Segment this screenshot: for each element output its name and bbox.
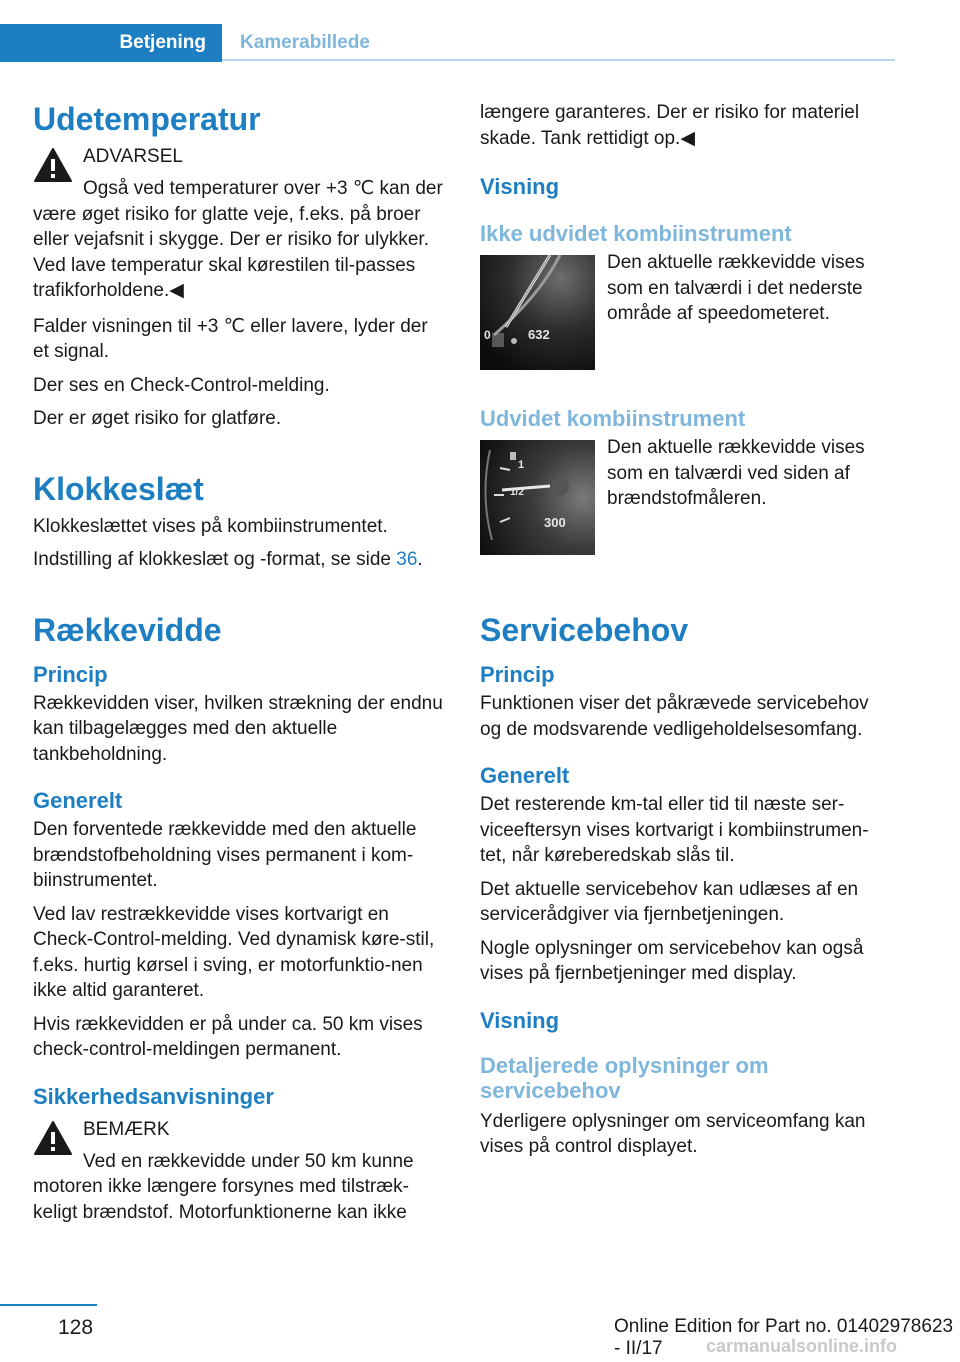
- paragraph-with-link: Indstilling af klokkeslæt og -format, se side 36.: [33, 549, 423, 570]
- subheading-udvidet: Udvidet kombiinstrument: [480, 406, 746, 431]
- warning-text: Ved en rækkevidde under 50 km kunne motoren ikke længere forsynes med tilstræk‐keligt brændstof. Motorfunktionerne kan ikke: [33, 1150, 414, 1223]
- paragraph: Det aktuelle servicebehov kan udlæses af en servicerådgiver via fjernbetjeningen.: [480, 878, 859, 925]
- subheading-princip: Princip: [480, 662, 555, 687]
- range-value-label: 632: [528, 327, 550, 342]
- header-tabs: [0, 24, 895, 62]
- subheading-generelt: Generelt: [480, 763, 570, 788]
- paragraph: Falder visningen til +3 ℃ eller lavere, lyder der et signal.: [33, 315, 428, 362]
- subheading-generelt: Generelt: [33, 788, 123, 813]
- subheading-princip: Princip: [33, 661, 108, 687]
- paragraph: Nogle oplysninger om servicebehov kan også vises på fjernbetjeninger med display.: [480, 937, 864, 984]
- paragraph-continued: længere garanteres. Der er risiko for materiel skade. Tank rettidigt op.◀: [480, 102, 860, 149]
- footer-rule: [0, 1304, 97, 1306]
- warning-label: BEMÆRK: [83, 1118, 170, 1140]
- paragraph: Yderligere oplysninger om serviceomfang kan vises på control displayet.: [480, 1110, 866, 1157]
- paragraph: Det resterende km-tal eller tid til næste ser‐viceeftersyn vises kortvarigt i kombiinstrumen‐tet, når køreberedskab slås til.: [480, 794, 869, 866]
- warning-triangle-icon: [33, 1120, 73, 1156]
- right-column: [480, 100, 893, 1168]
- page-link[interactable]: 36: [396, 549, 418, 570]
- left-column: [33, 100, 446, 1235]
- tab-kamerabillede[interactable]: Kamerabillede: [240, 32, 370, 53]
- fuel-gauge-image: [480, 440, 595, 555]
- paragraph: Ved lav restrækkevidde vises kortvarigt en Check-Control-melding. Ved dynamisk køre‐stil, f.eks. hurtig kørsel i sving, er motorfunktio‐nen ikke altid garanteret.: [33, 903, 435, 1001]
- figure-caption: Den aktuelle rækkevidde vises som en talværdi i det nederste område af speedometeret.: [607, 252, 865, 324]
- subheading-detaljerede: Detaljerede oplysninger om servicebehov: [480, 1052, 769, 1103]
- heading-raekkevidde: Rækkevidde: [33, 611, 222, 648]
- subheading-ikke-udvidet: Ikke udvidet kombiinstrument: [480, 221, 792, 246]
- warning-block-bemaerk: [33, 1117, 446, 1226]
- paragraph: Den forventede rækkevidde med den aktuelle brændstofbeholdning vises permanent i kom‐biinstrumentet.: [33, 819, 417, 891]
- figure-caption: Den aktuelle rækkevidde vises som en talværdi ved siden af brændstofmåleren.: [607, 437, 865, 509]
- heading-servicebehov: Servicebehov: [480, 612, 689, 648]
- warning-block-advarsel: [33, 144, 446, 304]
- warning-text: Også ved temperaturer over +3 ℃ kan der være øget risiko for glatte veje, f.eks. på broer eller vejafsnit i skygge. Der er risiko for ulykker. Ved lave temperatur skal kørestilen til‐passes trafikforholdene.◀: [33, 178, 443, 301]
- warning-label: ADVARSEL: [83, 146, 183, 167]
- subheading-visning: Visning: [480, 1007, 560, 1033]
- heading-udetemperatur: Udetemperatur: [33, 101, 261, 137]
- figure-block-standard: [480, 250, 893, 370]
- watermark: carmanualsonline.info: [706, 1336, 898, 1356]
- fuel-half-label: 1/2: [510, 487, 524, 498]
- range-value-label: 300: [544, 515, 566, 530]
- paragraph: Der er øget risiko for glatføre.: [33, 408, 282, 429]
- paragraph: Der ses en Check-Control-melding.: [33, 374, 330, 396]
- speedometer-image: [480, 255, 595, 370]
- paragraph: Klokkeslættet vises på kombiinstrumentet.: [33, 515, 388, 537]
- page-number: 128: [58, 1316, 94, 1339]
- tab-betjening[interactable]: Betjening: [0, 24, 222, 62]
- heading-klokkeslaet: Klokkeslæt: [33, 470, 204, 507]
- paragraph: Hvis rækkevidden er på under ca. 50 km vises check-control-meldingen permanent.: [33, 1013, 423, 1060]
- fuel-full-label: 1: [518, 459, 525, 471]
- paragraph: Rækkevidden viser, hvilken strækning der endnu kan tilbagelægges med den aktuelle tankbeholdning.: [33, 692, 443, 765]
- subheading-sikkerhedsanvisninger: Sikkerhedsanvisninger: [33, 1083, 274, 1109]
- paragraph: Funktionen viser det påkrævede servicebehov og de modsvarende vedligeholdelsesomfang.: [480, 693, 869, 740]
- subheading-visning: Visning: [480, 174, 560, 199]
- warning-triangle-icon: [33, 147, 73, 183]
- speedometer-zero-label: 0: [484, 328, 491, 342]
- edition-text: Online Edition for Part no. 01402978623 - II/17: [614, 1316, 954, 1359]
- tab-divider: [222, 59, 895, 61]
- figure-block-extended: [480, 435, 893, 555]
